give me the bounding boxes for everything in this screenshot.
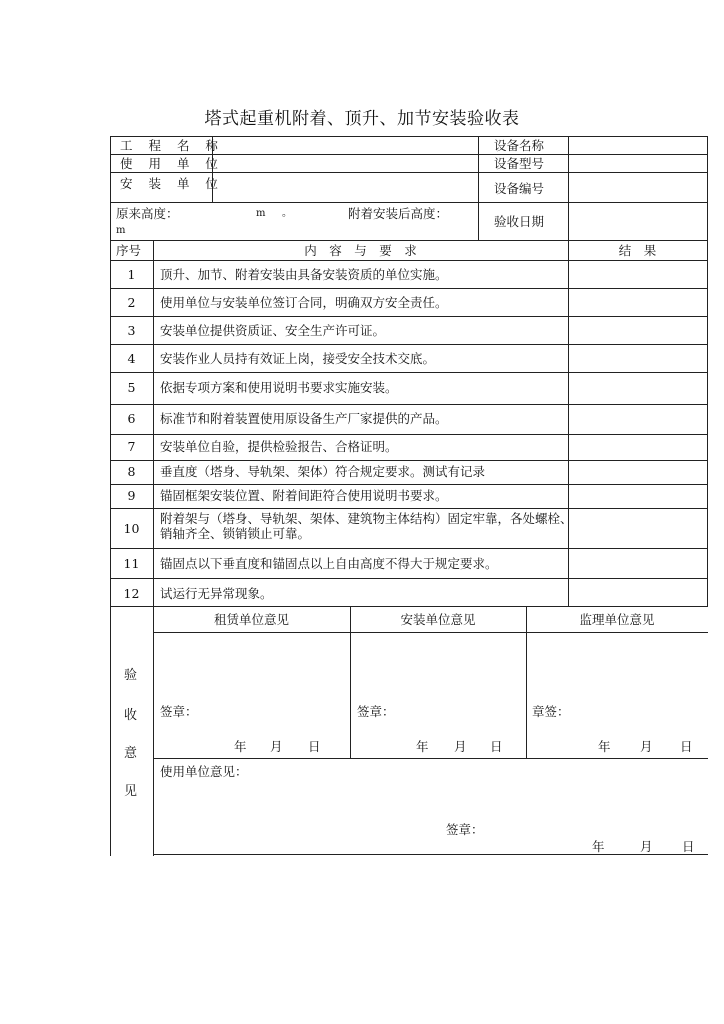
side-char: 意 <box>124 746 138 761</box>
installer-year: 年 <box>416 739 429 754</box>
user-month: 月 <box>640 839 653 854</box>
item-number: 1 <box>127 267 136 282</box>
rule <box>110 260 708 261</box>
item-text: 安装单位自验，提供检验报告、合格证明。 <box>160 439 398 454</box>
original-height-period: 。 <box>282 208 292 219</box>
item-text: 依据专项方案和使用说明书要求实施安装。 <box>160 380 398 395</box>
item-number: 8 <box>127 464 136 479</box>
user-opinion-label: 使用单位意见： <box>160 764 248 779</box>
item-text: 垂直度（塔身、导轨架、架体）符合规定要求。测试有记录 <box>160 464 486 479</box>
rule <box>110 202 708 203</box>
lessor-year: 年 <box>234 739 247 754</box>
rule <box>110 316 708 317</box>
user-day: 日 <box>682 839 695 854</box>
original-height-unit: m <box>256 208 266 219</box>
rule <box>110 136 708 137</box>
lessor-day: 日 <box>308 739 321 754</box>
side-char: 收 <box>124 708 138 723</box>
acceptance-date-label: 验收日期 <box>494 214 545 229</box>
item-number: 4 <box>127 351 136 366</box>
rule <box>110 344 708 345</box>
height-after-label: 附着安装后高度： <box>348 206 449 221</box>
installer-day: 日 <box>490 739 503 754</box>
rule <box>110 460 708 461</box>
rule <box>110 172 708 173</box>
rule <box>350 606 351 758</box>
original-height-label: 原来高度： <box>116 206 179 221</box>
item-number: 10 <box>123 521 140 536</box>
rule <box>110 578 708 579</box>
rule <box>110 372 708 373</box>
install-unit-label: 安 装 单 位 <box>120 176 224 191</box>
column-seq: 序号 <box>116 243 142 258</box>
rule <box>110 606 708 607</box>
user-sign-label: 签章： <box>446 822 484 837</box>
rule <box>153 758 708 759</box>
rule <box>110 240 708 241</box>
rule <box>153 854 708 855</box>
side-char: 验 <box>124 668 138 683</box>
supervisor-day: 日 <box>680 739 693 754</box>
supervisor-opinion-label: 监理单位意见 <box>579 612 655 627</box>
item-text: 顶升、加节、附着安装由具备安装资质的单位实施。 <box>160 267 448 282</box>
rule <box>110 434 708 435</box>
rule <box>568 240 569 606</box>
equipment-model-label: 设备型号 <box>494 156 545 171</box>
user-unit-label: 使 用 单 位 <box>120 156 224 171</box>
installer-opinion-label: 安装单位意见 <box>400 612 476 627</box>
supervisor-year: 年 <box>598 739 611 754</box>
item-text: 锚固框架安装位置、附着间距符合使用说明书要求。 <box>160 488 448 503</box>
item-number: 6 <box>127 411 136 426</box>
lessor-sign-label: 签章： <box>160 704 198 719</box>
item-number: 5 <box>127 380 136 395</box>
equipment-name-label: 设备名称 <box>494 138 545 153</box>
lessor-month: 月 <box>270 739 283 754</box>
rule <box>110 404 708 405</box>
column-content: 内 容 与 要 求 <box>304 243 417 258</box>
lessor-opinion-label: 租赁单位意见 <box>213 612 289 627</box>
item-number: 9 <box>127 488 136 503</box>
supervisor-sign-label: 章签： <box>532 704 570 719</box>
equipment-number-label: 设备编号 <box>494 181 545 196</box>
project-name-label: 工 程 名 称 <box>120 138 224 153</box>
item-number: 12 <box>123 586 140 601</box>
acceptance-form <box>110 136 708 856</box>
item-text: 安装单位提供资质证、安全生产许可证。 <box>160 323 386 338</box>
rule <box>110 154 708 155</box>
item-text: 使用单位与安装单位签订合同，明确双方安全责任。 <box>160 295 448 310</box>
rule <box>110 548 708 549</box>
supervisor-month: 月 <box>640 739 653 754</box>
installer-month: 月 <box>454 739 467 754</box>
item-text: 标准节和附着装置使用原设备生产厂家提供的产品。 <box>160 411 448 426</box>
rule <box>153 632 708 633</box>
height-after-unit: m <box>116 225 126 236</box>
user-year: 年 <box>592 839 605 854</box>
column-result: 结 果 <box>618 243 657 258</box>
rule <box>110 508 708 509</box>
item-text: 试运行无异常现象。 <box>160 586 273 601</box>
installer-sign-label: 签章： <box>357 704 395 719</box>
rule <box>153 240 154 856</box>
side-char: 见 <box>124 784 138 799</box>
rule <box>110 288 708 289</box>
item-text: 锚固点以下垂直度和锚固点以上自由高度不得大于规定要求。 <box>160 556 498 571</box>
rule <box>707 136 708 606</box>
item-text: 附着架与（塔身、导轨架、架体、建筑物主体结构）固定牢靠，各处螺栓、销轴齐全、锁销锁止可靠。 <box>160 511 573 541</box>
rule <box>526 606 527 758</box>
rule <box>110 484 708 485</box>
item-number: 2 <box>127 295 136 310</box>
item-text: 安装作业人员持有效证上岗，接受安全技术交底。 <box>160 351 436 366</box>
rule <box>568 136 569 240</box>
page-title: 塔式起重机附着、顶升、加节安装验收表 <box>204 109 520 129</box>
item-number: 3 <box>127 323 136 338</box>
rule <box>478 136 479 240</box>
item-number: 11 <box>123 556 140 571</box>
item-number: 7 <box>127 439 136 454</box>
